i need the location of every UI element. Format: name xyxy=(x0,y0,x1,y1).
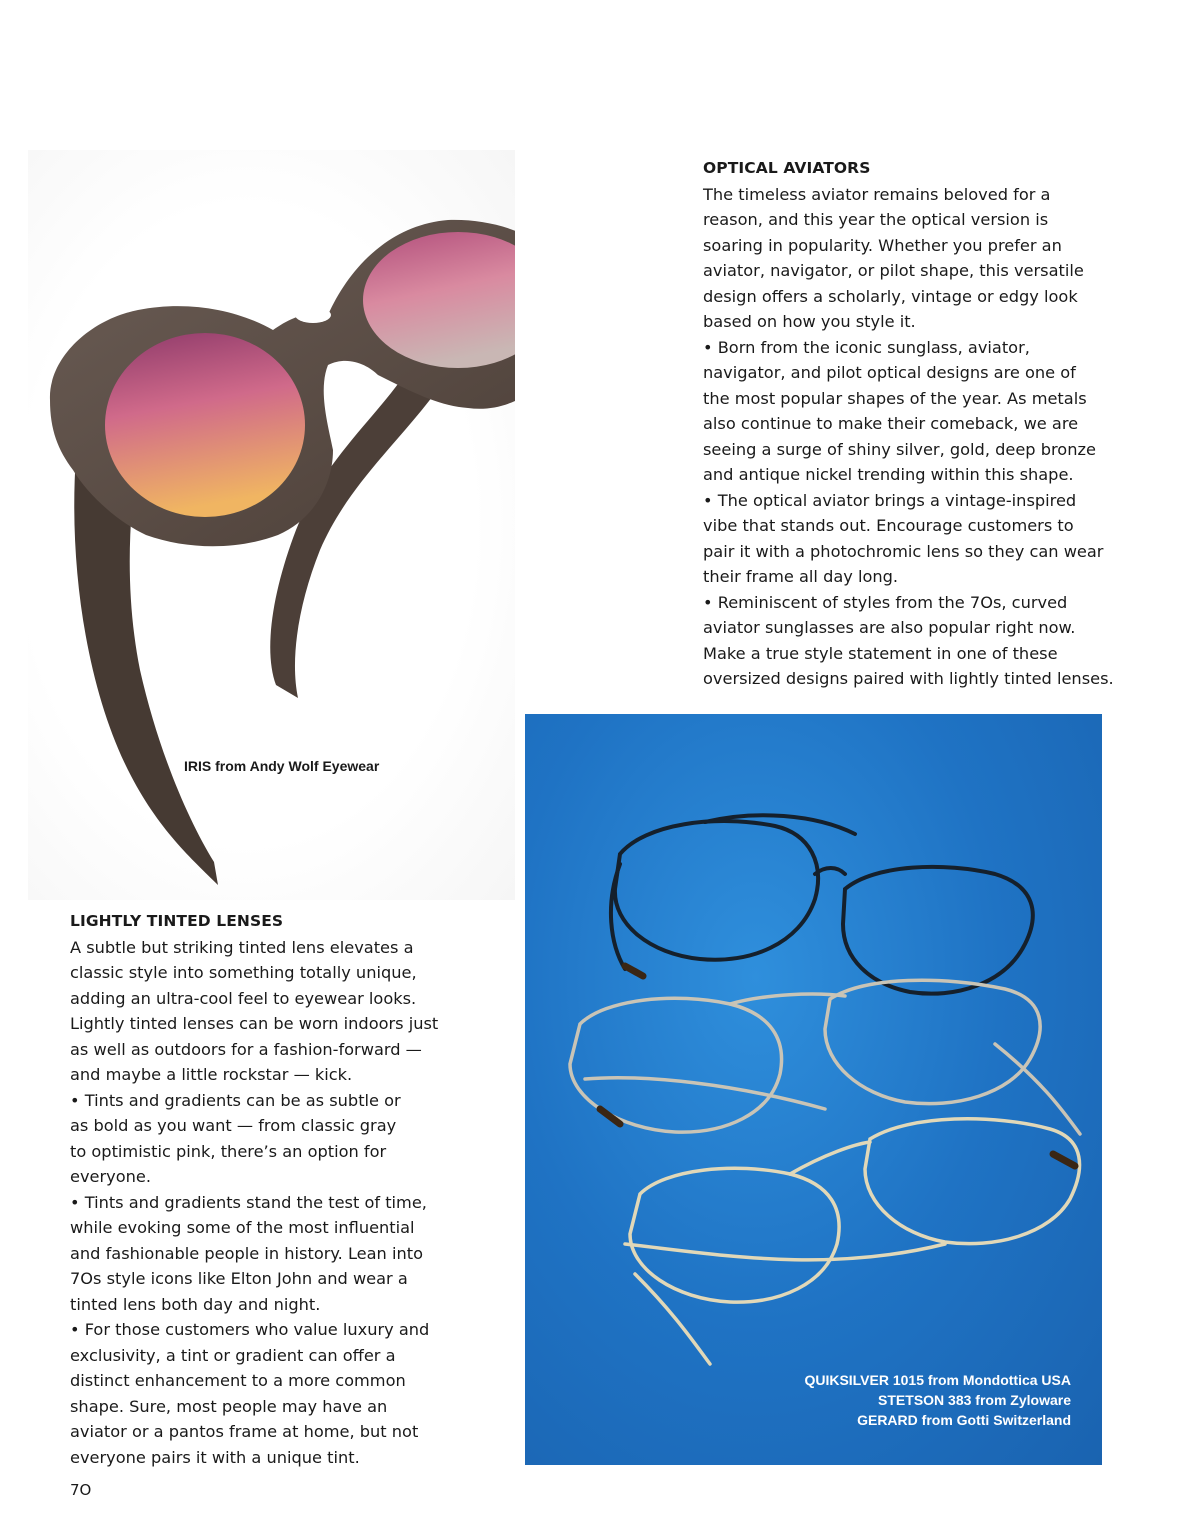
page-number: 7O xyxy=(70,1481,92,1499)
section-heading-lightly-tinted: LIGHTLY TINTED LENSES xyxy=(70,912,284,930)
frames-caption-gerard: GERARD from Gotti Switzerland xyxy=(857,1412,1071,1428)
frames-caption-quiksilver: QUIKSILVER 1015 from Mondottica USA xyxy=(804,1372,1071,1388)
lightly-tinted-lenses-section xyxy=(70,909,470,1470)
sunglasses-photo xyxy=(28,150,515,900)
brown-sunglasses-illustration xyxy=(28,150,515,900)
frames-caption-stetson: STETSON 383 from Zyloware xyxy=(878,1392,1071,1408)
iris-caption: IRIS from Andy Wolf Eyewear xyxy=(184,758,380,774)
optical-aviators-section xyxy=(703,156,1123,692)
lightly-tinted-body: A subtle but striking tinted lens elevates a classic style into something totally unique, adding an ultra-cool feel to eyewear looks. Lightly tinted lenses can be worn indoors just as well as outdoors for a fashion-forward — and maybe a little rockstar — kick. • Tints and gradients can be as subtle or as bold as you want — from classic gray to optimistic pink, there’s an option for everyone. • Tints and gradients stand the test of time, while evoking some of the most influential and fashionable people in history. Lean into 7Os style icons like Elton John and wear a tinted lens both day and night. • For those customers who value luxury and exclusivity, a tint or gradient can offer a distinct enhancement to a more common shape. Sure, most people may have an aviator or a pantos frame at home, but not everyone pairs it with a unique tint. xyxy=(70,937,439,1467)
optical-aviators-body: The timeless aviator remains beloved for a reason, and this year the optical version is soaring in popularity. Whether you prefer an aviator, navigator, or pilot shape, this versatile design offers a scholarly, vintage or edgy look based on how you style it. • Born from the iconic sunglass, aviator, navigator, and pilot optical designs are one of the most popular shapes of the year. As metals also continue to make their comeback, we are seeing a surge of shiny silver, gold, deep bronze and antique nickel trending within this shape. • The optical aviator brings a vintage-inspired vibe that stands out. Encourage customers to pair it with a photochromic lens so they can wear their frame all day long. • Reminiscent of styles from the 7Os, curved aviator sunglasses are also popular right now. Make a true style statement in one of these oversized designs paired with lightly tinted lenses. xyxy=(703,184,1114,688)
aviator-frames-photo xyxy=(525,714,1102,1465)
aviator-frames-illustration xyxy=(525,714,1102,1465)
section-heading-optical-aviators: OPTICAL AVIATORS xyxy=(703,159,871,177)
